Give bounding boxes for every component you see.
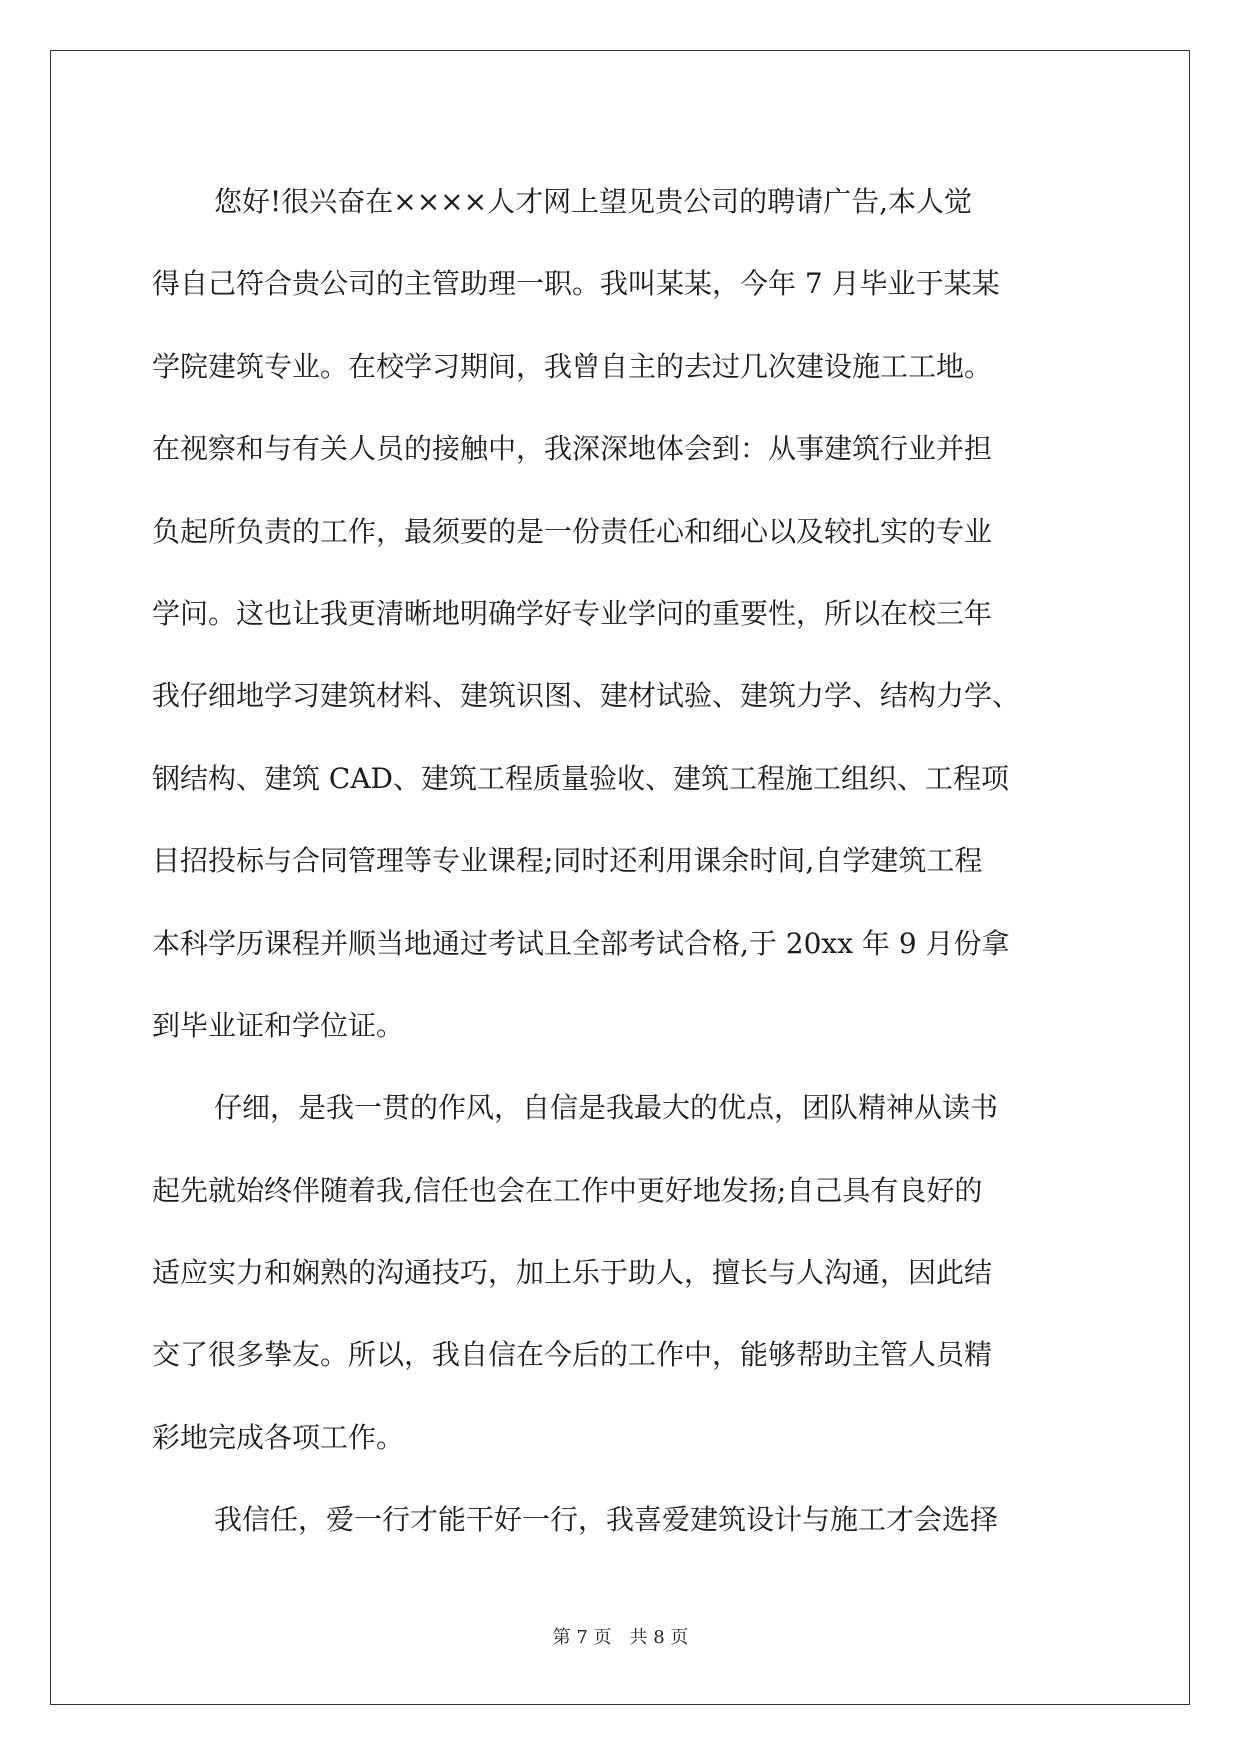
text-line: 交了很多挚友。所以，我自信在今后的工作中，能够帮助主管人员精 (152, 1338, 993, 1372)
text-line: 目招投标与合同管理等专业课程;同时还利用课余时间,自学建筑工程 (152, 844, 983, 878)
text-line: 彩地完成各项工作。 (152, 1420, 405, 1454)
text-line: 学问。这也让我更清晰地明确学好专业学问的重要性，所以在校三年 (152, 596, 993, 630)
page-number-total: 共 8 页 (629, 1627, 689, 1648)
text-line: 负起所负责的工作，最须要的是一份责任心和细心以及较扎实的专业 (152, 514, 993, 548)
text-line: 钢结构、建筑 CAD、建筑工程质量验收、建筑工程施工组织、工程项 (152, 761, 1009, 795)
letter-body (152, 161, 1092, 1562)
text-line: 本科学历课程并顺当地通过考试且全部考试合格,于 20xx 年 9 月份拿 (152, 926, 1010, 960)
text-line: 学院建筑专业。在校学习期间，我曾自主的去过几次建设施工工地。 (152, 349, 993, 383)
text-line: 到毕业证和学位证。 (152, 1008, 405, 1042)
text-line: 得自己符合贵公司的主管助理一职。我叫某某，今年 7 月毕业于某某 (152, 267, 1000, 301)
text-line: 适应实力和娴熟的沟通技巧，加上乐于助人，擅长与人沟通，因此结 (152, 1256, 993, 1290)
text-line: 起先就始终伴随着我,信任也会在工作中更好地发扬;自己具有良好的 (152, 1173, 983, 1207)
page-number-current: 第 7 页 (552, 1627, 612, 1648)
text-line: 仔细，是我一贯的作风，自信是我最大的优点，团队精神从读书 (214, 1091, 999, 1125)
text-line: 在视察和与有关人员的接触中，我深深地体会到：从事建筑行业并担 (152, 432, 993, 466)
text-line: 我仔细地学习建筑材料、建筑识图、建材试验、建筑力学、结构力学、 (152, 679, 1021, 713)
page-footer (0, 1627, 1241, 1649)
text-line: 您好!很兴奋在××××人才网上望见贵公司的聘请广告,本人觉 (214, 185, 972, 218)
text-line: 我信任，爱一行才能干好一行，我喜爱建筑设计与施工才会选择 (214, 1503, 999, 1537)
